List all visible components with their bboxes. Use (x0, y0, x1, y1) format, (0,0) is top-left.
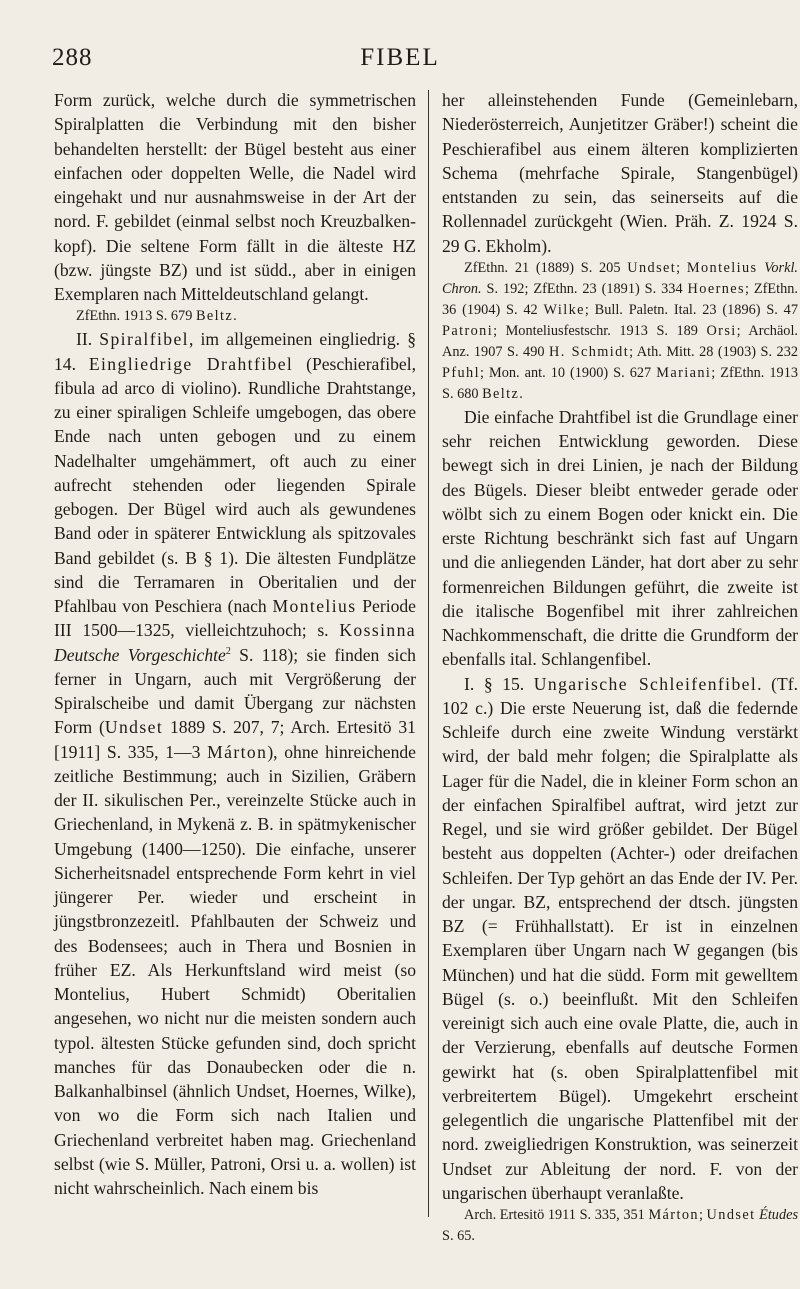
text-run: ; (676, 259, 687, 276)
body-paragraph (442, 405, 798, 672)
spaced-name: Undset (104, 717, 164, 738)
text-run: S. 65. (442, 1228, 475, 1244)
italic-title: Vorkl. Chron. (442, 259, 799, 297)
text-run: Periode III 1500—1325, vielleichtzuhoch; s. (54, 596, 416, 641)
spaced-name: Pfuhl (442, 364, 480, 381)
text-run: 1889 S. 207, 7; Arch. Ertesitö 31 [1911] S. 335, 1—3 (54, 717, 416, 762)
text-run: S. 192; ZfEthn. 23 (1891) S. 334 (481, 280, 688, 297)
italic-title: Études (759, 1207, 799, 1223)
text-run: ; Monteliusfestschr. 1913 S. 189 (493, 322, 707, 339)
spaced-name: Spiralfibel (99, 329, 189, 350)
page-number: 288 (52, 44, 93, 71)
spaced-name: Montelius (272, 596, 357, 616)
text-run: (Peschierafibel, fibula ad arco di violino). Rundliche Drahtstange, zu einer spiraligen Schleife umgebogen, das obere Ende nach unten gebogen und zu einem Nadelhalter umgehämmert, oft auch zu einer aufrecht stehenden oder liegenden Spirale gebogen. Der Bügel wird auch als gewundenes Band oder in späterer Entwicklung als spitzovales Band gebildet (s. B § 1). Die ältesten Fundplätze sind die Terramaren in Oberitalien und der Pfahlbau von Peschiera (nach (54, 353, 417, 616)
text-run: ; Ath. Mitt. 28 (1903) S. 232 (629, 343, 798, 360)
spaced-name: Beltz (195, 308, 234, 325)
text-run: II. (76, 329, 100, 350)
reference-note (54, 306, 416, 327)
spaced-name: Patroni (442, 322, 494, 339)
text-run: ; Bull. Paletn. Ital. 23 (1896) S. 47 (584, 301, 798, 318)
text-run: ), ohne hinreichende zeitliche Bestimmung; auch in Sizilien, Gräbern der II. sikulischen Per., vereinzelte Stücke auch in Griechenland, in Mykenä z. B. in spätmykenischer Umgebung (1400—1250). Die einfache, unserer Sicherheitsnadel entsprechende Form kehrt in viel jüngerer Per. wieder und erscheint in jüngstbronzezeitl. Pfahlbauten der Schweiz und des Bodensees; auch in Thera und Bosnien in früher EZ. Als Herkunftsland wird meist (so Montelius, Hubert Schmidt) Oberitalien angesehen, wo nicht nur die meisten sondern auch typol. ältesten Stücke gefunden sind, doch spricht manches für das Donaubecken oder die n. Balkanhalbinsel (ähnlich Undset, Hoernes, Wilke), von wo die Form sich nach Italien und Griechenland verbreitet haben mag. Griechenland selbst (wie S. Müller, Patroni, Orsi u. a. wollen) ist nicht wahrscheinlich. Nach einem bis (54, 741, 416, 1198)
spaced-name: Márton (207, 741, 268, 762)
spaced-name: Undset (706, 1207, 756, 1223)
running-title: FIBEL (360, 44, 440, 71)
spaced-name: Undset (627, 259, 677, 276)
spaced-name: Orsi (706, 322, 737, 339)
text-run: Die einfache Drahtfibel ist die Grundlage einer sehr reichen Entwicklung geworden. Diese bewegt sich in drei Linien, je nach der Bildung des Bügels. Dieser bleibt entweder gerade oder wölbt sich zu einem Bogen oder knickt ein. Die erste Richtung beschränkt sich fast auf Ungarn und die anliegenden Länder, hat dort aber zu sehr formenreichen Bildungen geführt, die zweite ist die italische Bogenfibel mit ihrer zahlreichen Nachkommenschaft, die dritte die Grundform der ebenfalls ital. Schlangenfibel. (442, 406, 798, 670)
spaced-name: Beltz (482, 385, 520, 402)
spaced-name: Kossinna (339, 620, 416, 641)
text-run: I. § 15. (464, 673, 534, 694)
spaced-name: Mariani (656, 364, 712, 381)
text-run: . (Tf. 102 c.) Die erste Neuerung ist, daß die federnde Schleife durch eine zweite Windung verstärkt wird, der bald mehr folgen; die Spiralplatte als Lager für die Nadel, die in kleiner Form schon an der einfachen Spiralfibel auftrat, wird jetzt zur Regel, und sie wird größer gebildet. Der Bügel besteht aus doppelten (Achter-) oder dreifachen Schleifen. Der Typ gehört an das Ende der IV. Per. der ungar. BZ, entsprechend der dtsch. jüngsten BZ (= Frühhallstatt). Er ist in einzelnen Exemplaren über Ungarn nach W gegangen (bis München) und hat die südd. Form mit gewelltem Bügel (s. o.) beeinflußt. Mit den Schleifen vereinigt sich auch eine ovale Platte, die, auch in der Verzierung, ebenfalls auf deutsche Formen gewirkt hat (s. oben Spiralplattenfibel mit verbreitertem Bügel). Umgekehrt erscheint gelegentlich die ungarische Plattenfibel mit der nord. zweigliedrigen Konstruktion, was seinerzeit Undset zur Ableitung der nord. F. von der ungarischen überhaupt veranlaßte. (442, 673, 798, 1203)
text-run: ; ZfEthn. 1913 S. 680 (442, 364, 798, 402)
reference-note (442, 258, 798, 405)
italic-title: Deutsche Vorgeschichte (54, 644, 226, 665)
text-run: ; Mon. ant. 10 (1900) S. 627 (479, 364, 657, 381)
text-run: , im allgemeinen eingliedrig. § 14. (54, 329, 417, 374)
spaced-name: H. Schmidt (549, 343, 630, 360)
text-run: . (519, 385, 523, 402)
text-run: ; Archäol. Anz. 1907 S. 490 (442, 322, 798, 360)
text-run: ; ZfEthn. 36 (1904) S. 42 (442, 280, 798, 318)
page-header (52, 44, 748, 78)
body-paragraph: her alleinstehenden Funde (Gemeinlebarn, Niederösterreich, Aunjetitzer Gräber!) scheint die Peschierafibel aus einem älteren komplizierten Schema (mehrfache Spirale, Stangenbügel) entstanden zu sein, das seinerseits auf die Rollennadel zurückgeht (Wien. Präh. Z. 1924 S. 29 G. Ekholm). (442, 90, 798, 256)
right-column (442, 88, 798, 1247)
text-run: ; (698, 1207, 707, 1223)
text-run: ZfEthn. 21 (1889) S. 205 (464, 259, 628, 276)
body-paragraph (442, 672, 798, 1206)
spaced-name: Márton (648, 1207, 699, 1223)
text-run: ZfEthn. 1913 S. 679 (76, 308, 196, 325)
spaced-name: Montelius (686, 259, 758, 276)
spaced-name: Eingliedrige Drahtfibel (88, 353, 294, 374)
spaced-name: Hoernes (687, 280, 745, 297)
text-run: . (233, 308, 237, 325)
text-run: Arch. Ertesitö 1911 S. 335, 351 (464, 1207, 649, 1223)
spaced-name: Ungarische Schleifenfibel (533, 673, 758, 694)
superscript: 2 (225, 645, 231, 657)
column-divider (428, 90, 429, 1217)
body-paragraph (54, 327, 416, 1200)
text-run: S. 118); sie finden sich ferner in Ungarn, auch mit Vergrößerung der Spiralscheibe und damit Übergang zur nächsten Form ( (54, 644, 416, 738)
left-column (54, 88, 416, 1200)
reference-note (442, 1205, 798, 1247)
spaced-name: Wilke (543, 301, 585, 318)
body-paragraph: Form zurück, welche durch die symmetrischen Spiralplatten die Verbindung mit den bisher behandelten herstellt: der Bügel besteht aus einer einfachen oder doppelten Welle, die Nadel wird eingehakt und nur ausnahmsweise in der Art der nord. F. gebildet (einmal selbst noch Kreuzbalkenkopf). Die seltene Form fällt in die älteste HZ (bzw. jüngste BZ) und ist südd., aber in einigen Exemplaren nach Mitteldeutschland gelangt. (54, 90, 416, 304)
